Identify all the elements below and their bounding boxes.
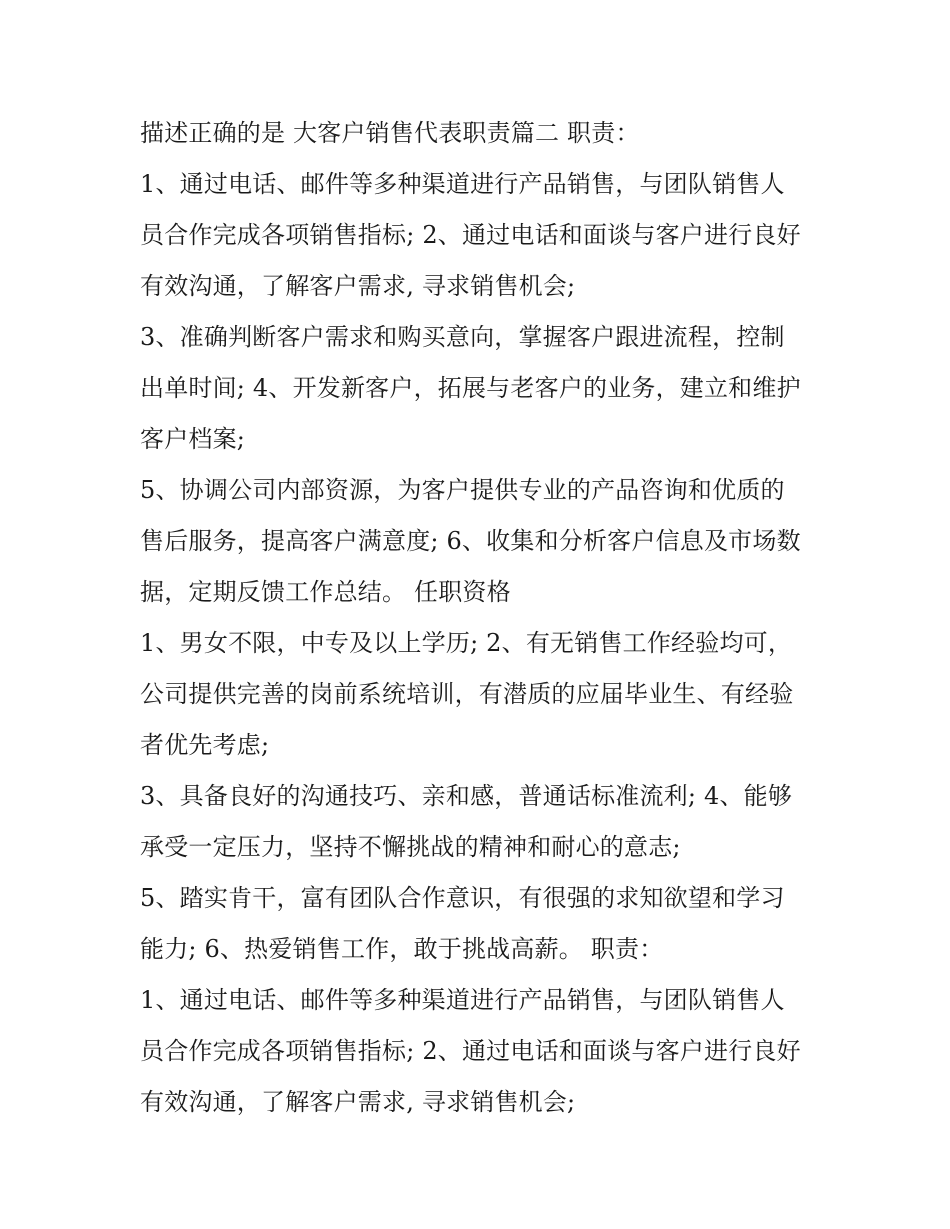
text-line: 者优先考虑;: [140, 731, 270, 759]
text-line: 承受一定压力，坚持不懈挑战的精神和耐心的意志;: [140, 833, 681, 861]
text-line: 1、通过电话、邮件等多种渠道进行产品销售，与团队销售人: [140, 170, 785, 198]
text-line: 5、协调公司内部资源，为客户提供专业的产品咨询和优质的: [140, 476, 785, 504]
text-line: 公司提供完善的岗前系统培训，有潜质的应届毕业生、有经验: [140, 680, 794, 708]
text-line: 售后服务，提高客户满意度; 6、收集和分析客户信息及市场数: [140, 527, 801, 555]
text-line: 3、准确判断客户需求和购买意向，掌握客户跟进流程，控制: [140, 323, 785, 351]
text-line: 3、具备良好的沟通技巧、亲和感，普通话标准流利; 4、能够: [140, 782, 793, 810]
text-line: 客户档案;: [140, 425, 246, 453]
text-line: 1、男女不限，中专及以上学历; 2、有无销售工作经验均可，: [140, 629, 793, 657]
text-line: 1、通过电话、邮件等多种渠道进行产品销售，与团队销售人: [140, 986, 785, 1014]
text-line: 有效沟通，了解客户需求, 寻求销售机会;: [140, 272, 576, 300]
document-body: [140, 108, 830, 1128]
text-line: 能力; 6、热爱销售工作，敢于挑战高薪。 职责：: [140, 935, 664, 963]
text-line: 员合作完成各项销售指标; 2、通过电话和面谈与客户进行良好: [140, 221, 801, 249]
text-line: 据，定期反馈工作总结。 任职资格: [140, 578, 511, 606]
text-line: 有效沟通，了解客户需求, 寻求销售机会;: [140, 1088, 576, 1116]
text-line: 员合作完成各项销售指标; 2、通过电话和面谈与客户进行良好: [140, 1037, 801, 1065]
text-line: 描述正确的是 大客户销售代表职责篇二 职责：: [140, 119, 640, 147]
text-line: 5、踏实肯干，富有团队合作意识，有很强的求知欲望和学习: [140, 884, 785, 912]
text-line: 出单时间; 4、开发新客户，拓展与老客户的业务，建立和维护: [140, 374, 801, 402]
